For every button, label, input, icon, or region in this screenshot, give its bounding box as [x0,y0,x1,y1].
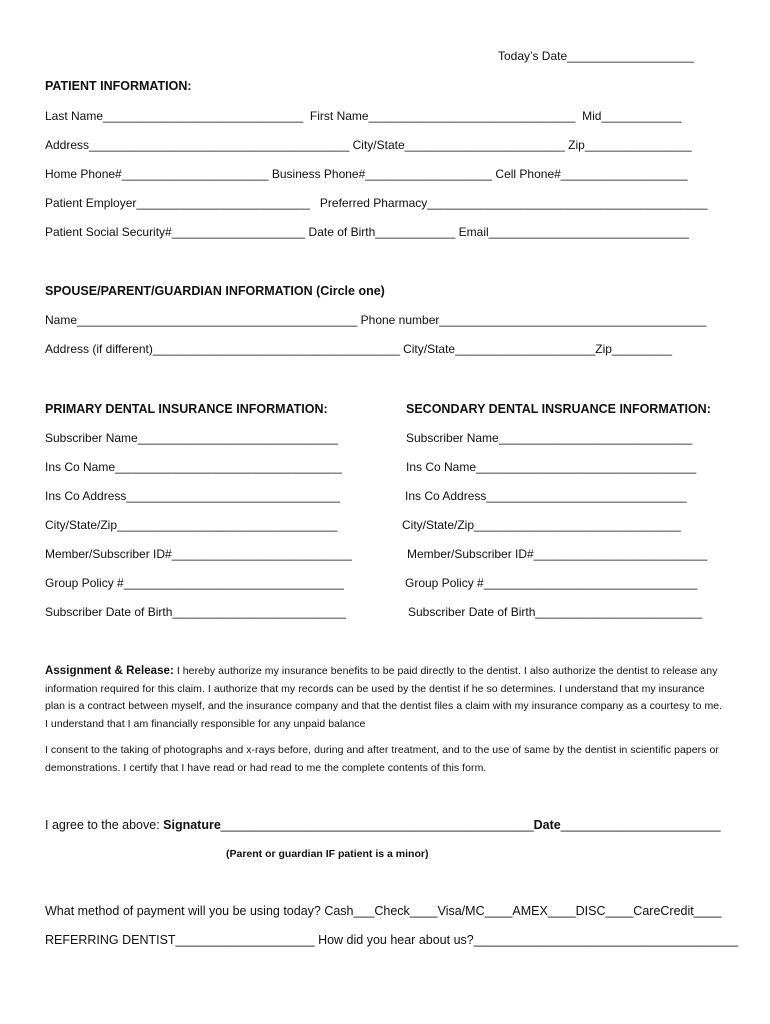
primary-subscriber-dob-field[interactable]: Subscriber Date of Birth__________________________ [45,605,346,619]
secondary-ins-co-name-field[interactable]: Ins Co Name_________________________________ [406,460,697,474]
signature-date-line[interactable]: _______________________ [560,818,721,832]
secondary-subscriber-name-field[interactable]: Subscriber Name_____________________________ [406,431,693,445]
assignment-release-colon: : [170,665,174,677]
referral-row[interactable]: REFERRING DENTIST____________________ How did you hear about us?______________________________________ [45,933,738,947]
minor-note: (Parent or guardian IF patient is a minor) [226,848,429,860]
patient-employer-row[interactable]: Patient Employer__________________________ Preferred Pharmacy__________________________________________ [45,196,708,210]
primary-city-state-zip-field[interactable]: City/State/Zip_________________________________ [45,518,338,532]
signature-row[interactable] [45,817,721,833]
assignment-release-title: Assignment & Release [45,665,170,677]
primary-subscriber-name-field[interactable]: Subscriber Name______________________________ [45,431,338,445]
signature-label: Signature [163,818,221,832]
guardian-name-row[interactable]: Name__________________________________________ Phone number________________________________________ [45,313,707,327]
patient-information-heading: PATIENT INFORMATION: [45,79,192,93]
signature-line[interactable]: _____________________________________________ [220,818,534,832]
guardian-address-row[interactable]: Address (if different)_____________________________________ City/State_____________________Zip_________ [45,342,672,356]
primary-group-policy-field[interactable]: Group Policy #_________________________________ [45,576,344,590]
secondary-member-id-field[interactable]: Member/Subscriber ID#__________________________ [407,547,708,561]
primary-ins-co-name-field[interactable]: Ins Co Name__________________________________ [45,460,342,474]
primary-insurance-heading: PRIMARY DENTAL INSURANCE INFORMATION: [45,402,328,416]
secondary-ins-co-address-field[interactable]: Ins Co Address______________________________ [405,489,687,503]
secondary-group-policy-field[interactable]: Group Policy #________________________________ [405,576,698,590]
primary-member-id-field[interactable]: Member/Subscriber ID#___________________________ [45,547,352,561]
signature-date-label: Date [533,818,561,832]
todays-date-field[interactable]: Today’s Date___________________ [498,49,694,63]
patient-ssn-row[interactable]: Patient Social Security#____________________ Date of Birth____________ Email______________________________ [45,225,689,239]
secondary-city-state-zip-field[interactable]: City/State/Zip_______________________________ [402,518,681,532]
agree-prefix: I agree to the above: [45,818,164,832]
secondary-insurance-heading: SECONDARY DENTAL INSRUANCE INFORMATION: [406,402,711,416]
patient-address-row[interactable]: Address_______________________________________ City/State________________________ Zip________________ [45,138,692,152]
patient-phone-row[interactable]: Home Phone#______________________ Business Phone#___________________ Cell Phone#___________________ [45,167,688,181]
primary-ins-co-address-field[interactable]: Ins Co Address________________________________ [45,489,340,503]
assignment-release-text: I hereby authorize my insurance benefits to be paid directly to the dentist. I also authorize the dentist to release any information required for this claim. I authorize that my records can be used by the dentist if he so determines. I understand that my insurance plan is a contract between myself, and the insurance company and that the dentist files a claim with my insurance company as a courtesy to me. I understand that I am financially responsible for any unpaid balance [45,665,723,730]
payment-method-row[interactable]: What method of payment will you be using today? Cash___Check____Visa/MC____AMEX____DISC____CareCredit____ [45,904,722,918]
guardian-information-heading: SPOUSE/PARENT/GUARDIAN INFORMATION (Circle one) [45,284,385,298]
secondary-subscriber-dob-field[interactable]: Subscriber Date of Birth_________________________ [408,605,703,619]
assignment-release-paragraph [45,663,725,733]
consent-paragraph: I consent to the taking of photographs and x-rays before, during and after treatment, and to the use of same by the dentist in scientific papers or demonstrations. I certify that I have read or had read to me the complete contents of this form. [45,744,719,774]
patient-name-row[interactable]: Last Name______________________________ First Name_______________________________ Mid____________ [45,109,682,123]
